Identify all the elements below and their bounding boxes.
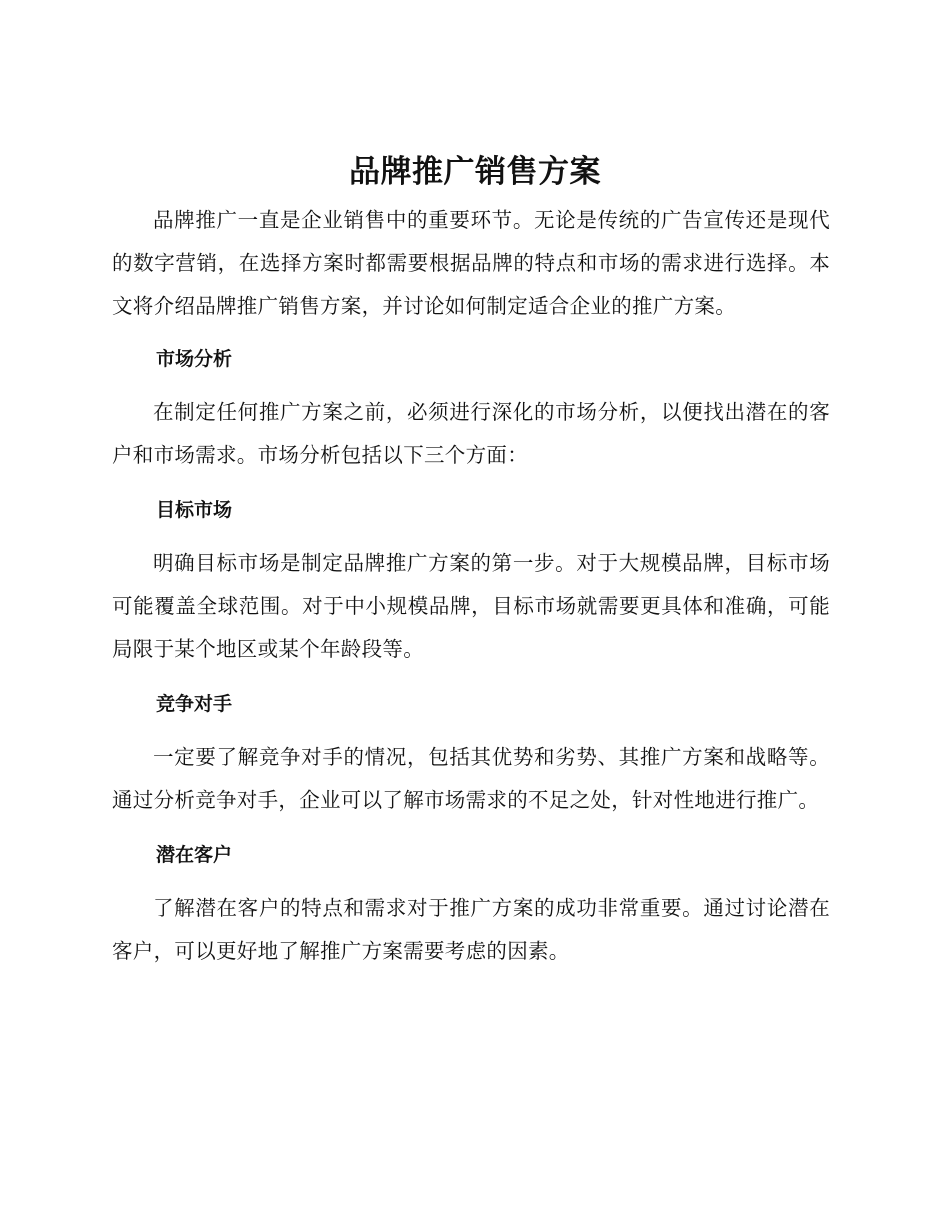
page-title: 品牌推广销售方案 xyxy=(349,154,601,190)
document-body xyxy=(112,199,830,973)
section-paragraph-competitors: 一定要了解竞争对手的情况，包括其优势和劣势、其推广方案和战略等。通过分析竞争对手，企业可以了解市场需求的不足之处，针对性地进行推广。 xyxy=(112,745,830,812)
section-heading-target-market: 目标市场 xyxy=(156,499,233,521)
section-heading-potential-customers: 潜在客户 xyxy=(156,844,233,866)
section-paragraph-target-market: 明确目标市场是制定品牌推广方案的第一步。对于大规模品牌，目标市场可能覆盖全球范围。对于中小规模品牌，目标市场就需要更具体和准确，可能局限于某个地区或某个年龄段等。 xyxy=(112,551,830,661)
section-paragraph-market-analysis: 在制定任何推广方案之前，必须进行深化的市场分析，以便找出潜在的客户和市场需求。市场分析包括以下三个方面： xyxy=(112,400,830,467)
section-heading-competitors: 竞争对手 xyxy=(156,693,233,715)
intro-paragraph: 品牌推广一直是企业销售中的重要环节。无论是传统的广告宣传还是现代的数字营销，在选择方案时都需要根据品牌的特点和市场的需求进行选择。本文将介绍品牌推广销售方案，并讨论如何制定适合企业的推广方案。 xyxy=(112,208,830,318)
section-heading-market-analysis: 市场分析 xyxy=(156,348,233,370)
section-paragraph-potential-customers: 了解潜在客户的特点和需求对于推广方案的成功非常重要。通过讨论潜在客户，可以更好地了解推广方案需要考虑的因素。 xyxy=(112,896,830,963)
